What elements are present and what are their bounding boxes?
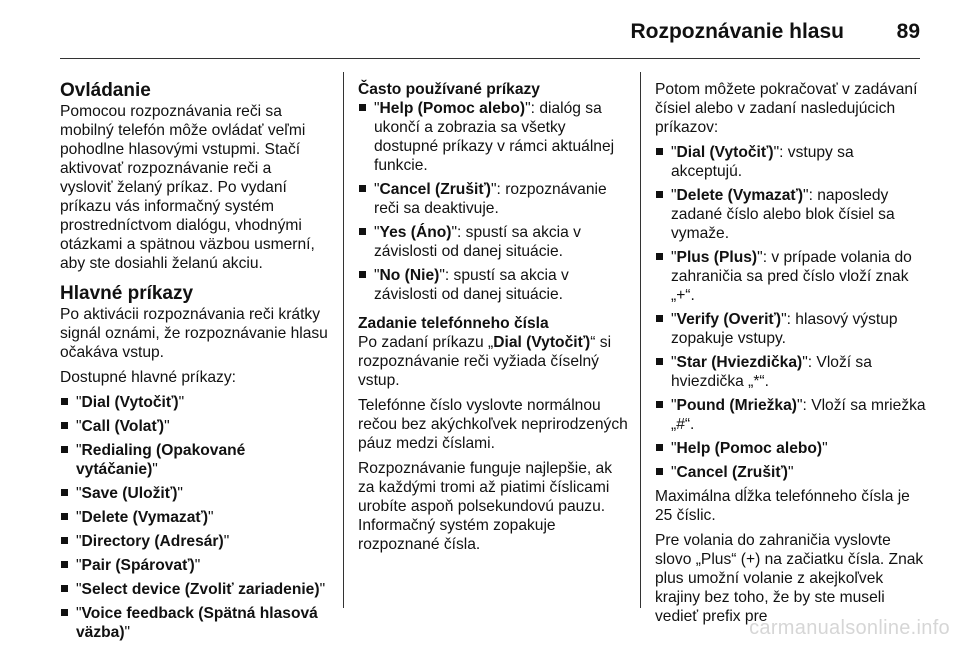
command-name: Pair (Spárovať)	[81, 557, 195, 574]
command-item: "Cancel (Zrušiť)"	[655, 463, 927, 482]
main-commands-list	[60, 393, 328, 642]
bullet-square-icon	[359, 104, 366, 111]
bullet-square-icon	[656, 468, 663, 475]
bullet-square-icon	[61, 537, 68, 544]
command-item: "Delete (Vymazať)"	[60, 508, 328, 527]
bullet-square-icon	[656, 444, 663, 451]
command-item: "Redialing (Opakované vytáčanie)"	[60, 441, 328, 479]
command-item: "Save (Uložiť)"	[60, 484, 328, 503]
command-description: : vstupy sa akceptujú.	[671, 144, 854, 180]
paragraph-continue: Potom môžete pokračovať v zadávaní čísiel alebo v zadaní nasledujúcich príkazov:	[655, 81, 918, 136]
command-description: : naposledy zadané číslo alebo blok čísiel sa vymaže.	[671, 187, 895, 242]
bullet-square-icon	[656, 148, 663, 155]
paragraph-main-2: Dostupné hlavné príkazy:	[60, 369, 236, 386]
paragraph-main-1: Po aktivácii rozpoznávania reči krátky signál oznámi, že rozpoznávanie hlasu očakáva vstup.	[60, 306, 328, 361]
text: “ si rozpoznávanie reči vyžiada číselný vstup.	[358, 334, 612, 389]
command-item: "Verify (Overiť)": hlasový výstup zopakuje vstupy.	[655, 310, 927, 348]
command-name: Voice feedback (Spätná hlasová väzba)	[76, 605, 318, 641]
paragraph-max-length: Maximálna dĺžka telefónneho čísla je 25 číslic.	[655, 488, 910, 524]
watermark: carmanualsonline.info	[749, 617, 950, 639]
command-name: Help (Pomoc alebo)	[676, 440, 823, 457]
command-item: "Pair (Spárovať)"	[60, 556, 328, 575]
paragraph-pause: Telefónne číslo vyslovte normálnou rečou bez akýchkoľvek neprirodzených páuz medzi číslami.	[358, 397, 628, 452]
command-name: Select device (Zvoliť zariadenie)	[81, 581, 320, 598]
bullet-square-icon	[61, 513, 68, 520]
heading-frequent-commands: Často používané príkazy	[358, 81, 540, 98]
command-item: "Delete (Vymazať)": naposledy zadané číslo alebo blok čísiel sa vymaže.	[655, 186, 927, 243]
command-description: : rozpoznávanie reči sa deaktivuje.	[374, 181, 607, 217]
command-name: Dial (Vytočiť)	[493, 334, 591, 351]
command-name: Save (Uložiť)	[81, 485, 178, 502]
command-item: "Cancel (Zrušiť)": rozpoznávanie reči sa deaktivuje.	[358, 180, 630, 218]
command-name: No (Nie)	[379, 267, 440, 284]
command-item: "Pound (Mriežka)": Vloží sa mriežka „#“.	[655, 396, 927, 434]
text: Po zadaní príkazu „	[358, 334, 494, 351]
command-name: Pound (Mriežka)	[676, 397, 797, 414]
command-name: Help (Pomoc alebo)	[379, 100, 526, 117]
bullet-square-icon	[61, 489, 68, 496]
command-description: : spustí sa akcia v závislosti od danej situácie.	[374, 224, 581, 260]
bullet-square-icon	[61, 585, 68, 592]
column-divider	[343, 72, 344, 608]
bullet-square-icon	[359, 185, 366, 192]
command-item: "Help (Pomoc alebo)"	[655, 439, 927, 458]
command-item: "Plus (Plus)": v prípade volania do zahraničia sa pred číslo vloží znak „+“.	[655, 248, 927, 305]
command-item: "Dial (Vytočiť)": vstupy sa akceptujú.	[655, 143, 927, 181]
heading-main-commands: Hlavné príkazy	[60, 283, 194, 304]
command-item: "No (Nie)": spustí sa akcia v závislosti od danej situácie.	[358, 266, 630, 304]
bullet-square-icon	[359, 228, 366, 235]
heading-control: Ovládanie	[60, 80, 151, 101]
paragraph-abroad: Pre volania do zahraničia vyslovte slovo „Plus“ (+) na začiatku čísla. Znak plus umožní volanie z akejkoľvek krajiny bez toho, že by ste museli vedieť prefix pre	[655, 532, 924, 625]
bullet-square-icon	[61, 561, 68, 568]
section-title: Rozpoznávanie hlasu	[630, 20, 844, 43]
bullet-square-icon	[656, 191, 663, 198]
command-item: "Voice feedback (Spätná hlasová väzba)"	[60, 604, 328, 642]
command-name: Delete (Vymazať)	[676, 187, 804, 204]
number-commands-list	[655, 143, 927, 482]
command-description: : hlasový výstup zopakuje vstupy.	[671, 311, 898, 347]
command-name: Cancel (Zrušiť)	[379, 181, 491, 198]
command-name: Cancel (Zrušiť)	[676, 464, 788, 481]
command-name: Plus (Plus)	[676, 249, 758, 266]
command-item: "Dial (Vytočiť)"	[60, 393, 328, 412]
command-name: Directory (Adresár)	[81, 533, 224, 550]
bullet-square-icon	[61, 422, 68, 429]
column-2	[358, 80, 630, 560]
command-name: Verify (Overiť)	[676, 311, 782, 328]
paragraph-best: Rozpoznávanie funguje najlepšie, ak za každými tromi až piatimi číslicami urobíte aspoň polsekundovú pauzu. Informačný systém zopakuje rozpoznané čísla.	[358, 460, 613, 553]
command-description: : Vloží sa hviezdička „*“.	[671, 354, 872, 390]
command-name: Dial (Vytočiť)	[676, 144, 774, 161]
bullet-square-icon	[359, 271, 366, 278]
command-description: : dialóg sa ukončí a zobrazia sa všetky dostupné príkazy v rámci aktuálnej funkcie.	[374, 100, 615, 174]
command-name: Call (Volať)	[81, 418, 165, 435]
bullet-square-icon	[656, 401, 663, 408]
command-description: : Vloží sa mriežka „#“.	[671, 397, 926, 433]
command-item: "Yes (Áno)": spustí sa akcia v závislosti od danej situácie.	[358, 223, 630, 261]
command-name: Star (Hviezdička)	[676, 354, 803, 371]
command-name: Yes (Áno)	[379, 224, 452, 241]
bullet-square-icon	[61, 609, 68, 616]
command-item: "Star (Hviezdička)": Vloží sa hviezdička „*“.	[655, 353, 927, 391]
bullet-square-icon	[656, 253, 663, 260]
command-name: Redialing (Opakované vytáčanie)	[76, 442, 246, 478]
command-name: Delete (Vymazať)	[81, 509, 209, 526]
bullet-square-icon	[656, 358, 663, 365]
command-description: : v prípade volania do zahraničia sa pred číslo vloží znak „+“.	[671, 249, 912, 304]
command-name: Dial (Vytočiť)	[81, 394, 179, 411]
paragraph-number	[358, 333, 630, 390]
command-item: "Select device (Zvoliť zariadenie)"	[60, 580, 328, 599]
bullet-square-icon	[61, 446, 68, 453]
command-item: "Help (Pomoc alebo)": dialóg sa ukončí a zobrazia sa všetky dostupné príkazy v rámci aktuálnej funkcie.	[358, 99, 630, 175]
page-header	[60, 18, 920, 59]
paragraph-control: Pomocou rozpoznávania reči sa mobilný telefón môže ovládať veľmi pohodlne hlasovými vstupmi. Stačí aktivovať rozpoznávanie reči a vysloviť želaný príkaz. Po vydaní príkazu vás informačný systém prostredníctvom dialógu, vhodnými otázkami a spätnou väzbou usmerní, aby ste dosiahli želanú akciu.	[60, 103, 315, 272]
column-1	[60, 80, 328, 647]
bullet-square-icon	[656, 315, 663, 322]
column-divider	[640, 72, 641, 608]
command-item: "Directory (Adresár)"	[60, 532, 328, 551]
frequent-commands-list	[358, 99, 630, 304]
command-item: "Call (Volať)"	[60, 417, 328, 436]
heading-number-entry: Zadanie telefónneho čísla	[358, 315, 549, 332]
bullet-square-icon	[61, 398, 68, 405]
page-number: 89	[896, 20, 920, 43]
column-3	[655, 80, 927, 632]
command-description: : spustí sa akcia v závislosti od danej situácie.	[374, 267, 569, 303]
